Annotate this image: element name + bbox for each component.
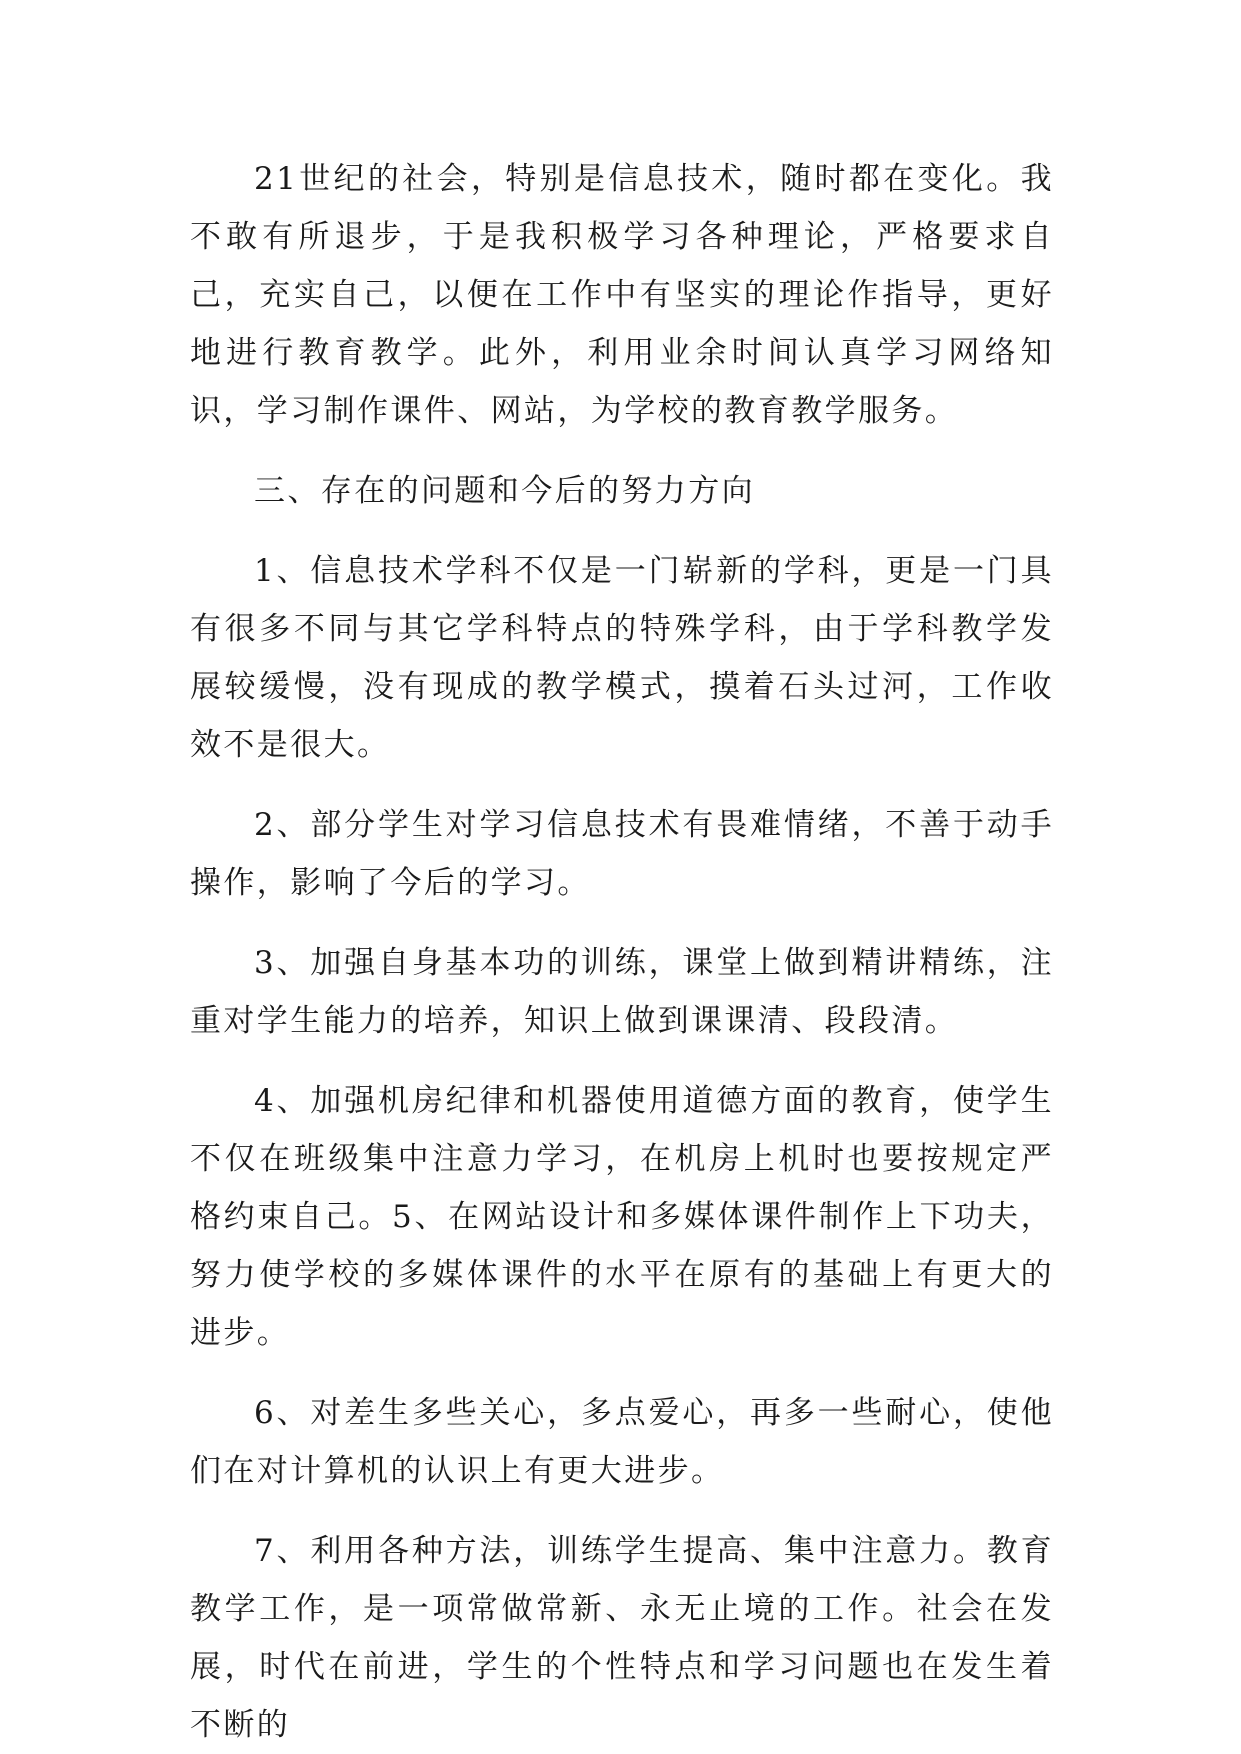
paragraph-item-7: 7、利用各种方法，训练学生提高、集中注意力。教育教学工作，是一项常做常新、永无止境的工作。社会在发展，时代在前进，学生的个性特点和学习问题也在发生着不断的 [190, 1533, 1054, 1743]
paragraph-info-tech-learning: 21世纪的社会，特别是信息技术，随时都在变化。我不敢有所退步，于是我积极学习各种理论，严格要求自己，充实自己，以便在工作中有坚实的理论作指导，更好地进行教育教学。此外，利用业余时间认真学习网络知识，学习制作课件、网站，为学校的教育教学服务。 [190, 161, 1054, 429]
document-page [190, 150, 1054, 1754]
paragraph-item-3: 3、加强自身基本功的训练，课堂上做到精讲精练，注重对学生能力的培养，知识上做到课课清、段段清。 [190, 945, 1054, 1039]
section-heading-problems: 三、存在的问题和今后的努力方向 [254, 473, 755, 509]
paragraph-item-4-5: 4、加强机房纪律和机器使用道德方面的教育，使学生不仅在班级集中注意力学习，在机房上机时也要按规定严格约束自己。5、在网站设计和多媒体课件制作上下功夫，努力使学校的多媒体课件的水平在原有的基础上有更大的进步。 [190, 1083, 1054, 1351]
paragraph-item-1: 1、信息技术学科不仅是一门崭新的学科，更是一门具有很多不同与其它学科特点的特殊学科，由于学科教学发展较缓慢，没有现成的教学模式，摸着石头过河，工作收效不是很大。 [190, 553, 1054, 763]
paragraph-item-2: 2、部分学生对学习信息技术有畏难情绪，不善于动手操作，影响了今后的学习。 [190, 807, 1054, 901]
paragraph-item-6: 6、对差生多些关心，多点爱心，再多一些耐心，使他们在对计算机的认识上有更大进步。 [190, 1395, 1054, 1489]
